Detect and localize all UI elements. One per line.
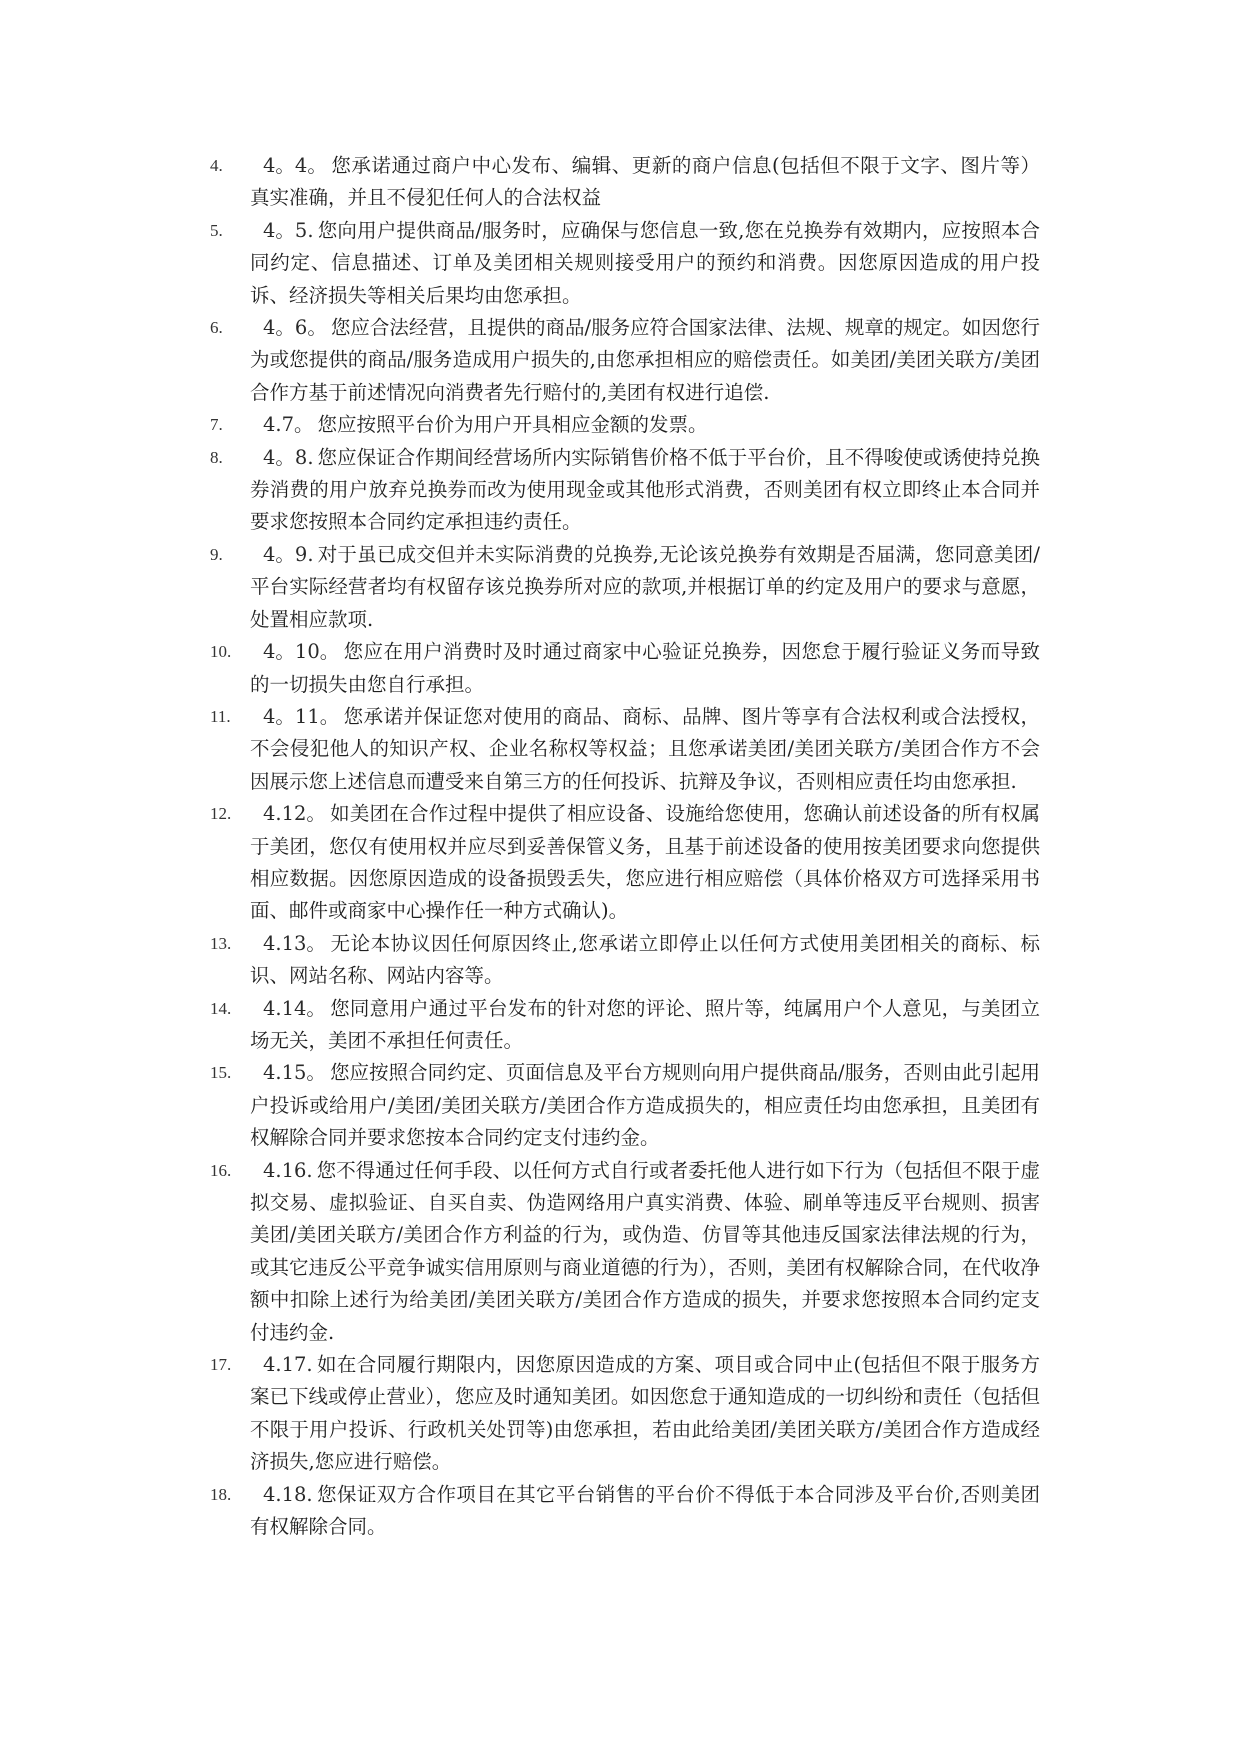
clause-text: 您应保证合作期间经营场所内实际销售价格不低于平台价，且不得唆使或诱使持兑换券消费的用户放弃兑换券而改为使用现金或其他形式消费，否则美团有权立即终止本合同并要求您按照本合同约定承担违约责任。 [250,445,1040,534]
clause-subnumber: 4。5. [263,218,314,242]
clause-number: 10. [210,642,232,662]
clause-item [210,1479,1040,1544]
clause-item [210,928,1040,993]
clause-text: 无论本协议因任何原因终止,您承诺立即停止以任何方式使用美团相关的商标、标识、网站名称、网站内容等。 [250,931,1040,988]
clause-number: 8. [210,447,223,467]
clause-number: 17. [210,1355,232,1375]
clause-text: 您应按照平台价为用户开具相应金额的发票。 [317,413,708,437]
clause-item [210,701,1040,798]
clause-number: 14. [210,998,232,1018]
clause-subnumber: 4。4。 [263,154,327,177]
clause-number: 4. [210,156,223,175]
clause-number: 9. [210,544,223,564]
clause-item [210,1057,1040,1154]
clause-number: 18. [210,1484,232,1504]
clause-subnumber: 4.17. [263,1353,313,1377]
clause-item [210,442,1040,539]
clause-text: 如美团在合作过程中提供了相应设备、设施给您使用，您确认前述设备的所有权属于美团，您仅有使用权并应尽到妥善保管义务，且基于前述设备的使用按美团要求向您提供相应数据。因您原因造成的设备损毁丢失，您应进行相应赔偿（具体价格双方可选择采用书面、邮件或商家中心操作任一种方式确认)。 [250,802,1040,923]
clause-text: 您应在用户消费时及时通过商家中心验证兑换券，因您怠于履行验证义务而导致的一切损失由您自行承担。 [250,640,1040,696]
clause-subnumber: 4.18. [263,1482,313,1506]
clause-text: 您应合法经营，且提供的商品/服务应符合国家法律、法规、规章的规定。如因您行为或您提供的商品/服务造成用户损失的,由您承担相应的赔偿责任。如美团/美团关联方/美团合作方基于前述情况向消费者先行赔付的,美团有权进行追偿. [250,316,1040,404]
clause-number: 7. [210,415,223,435]
clause-item [210,409,1040,441]
clause-number: 11. [210,706,231,726]
clause-number: 6. [210,318,223,338]
clause-text: 您承诺并保证您对使用的商品、商标、品牌、图片等享有合法权利或合法授权，不会侵犯他人的知识产权、企业名称权等权益；且您承诺美团/美团关联方/美团合作方不会因展示您上述信息而遭受来自第三方的任何投诉、抗辩及争议，否则相应责任均由您承担. [250,704,1040,793]
clause-subnumber: 4.16. [263,1158,313,1182]
clause-item [210,215,1040,312]
clause-subnumber: 4.15。 [263,1061,326,1085]
clause-subnumber: 4。6。 [263,316,327,340]
clause-subnumber: 4.13。 [263,931,326,955]
clause-text: 您承诺通过商户中心发布、编辑、更新的商户信息(包括但不限于文字、图片等）真实准确，并且不侵犯任何人的合法权益 [250,154,1040,210]
clause-text: 您向用户提供商品/服务时，应确保与您信息一致,您在兑换券有效期内，应按照本合同约定、信息描述、订单及美团相关规则接受用户的预约和消费。因您原因造成的用户投诉、经济损失等相关后果均由您承担。 [250,218,1040,307]
clause-number: 5. [210,220,223,240]
clause-subnumber: 4.12。 [263,802,326,826]
clause-subnumber: 4。11。 [263,704,340,728]
clause-item [210,1349,1040,1479]
clause-item [210,993,1040,1058]
clause-text: 您同意用户通过平台发布的针对您的评论、照片等，纯属用户个人意见，与美团立场无关，美团不承担任何责任。 [250,996,1040,1052]
clause-text: 对于虽已成交但并未实际消费的兑换券,无论该兑换券有效期是否届满，您同意美团/平台实际经营者均有权留存该兑换券所对应的款项,并根据订单的约定及用户的要求与意愿，处置相应款项. [250,542,1040,631]
clause-number: 12. [210,804,232,824]
clause-subnumber: 4。8. [263,445,314,469]
clause-item [210,798,1040,928]
clause-item [210,636,1040,701]
clause-text: 您不得通过任何手段、以任何方式自行或者委托他人进行如下行为（包括但不限于虚拟交易、虚拟验证、自买自卖、伪造网络用户真实消费、体验、刷单等违反平台规则、损害美团/美团关联方/美团合作方利益的行为，或伪造、仿冒等其他违反国家法律法规的行为，或其它违反公平竞争诚实信用原则与商业道德的行为），否则，美团有权解除合同，在代收净额中扣除上述行为给美团/美团关联方/美团合作方造成的损失，并要求您按照本合同约定支付违约金. [250,1158,1040,1344]
clause-item [210,1155,1040,1349]
clause-text: 您保证双方合作项目在其它平台销售的平台价不得低于本合同涉及平台价,否则美团有权解除合同。 [250,1482,1040,1539]
clause-number: 15. [210,1063,232,1083]
clause-number: 16. [210,1160,232,1180]
clause-subnumber: 4。10。 [263,640,340,664]
clause-item [210,539,1040,636]
clause-list [210,150,1040,1543]
clause-item [210,150,1040,215]
clause-subnumber: 4.14。 [263,996,326,1020]
clause-subnumber: 4。9. [263,542,314,566]
clause-subnumber: 4.7。 [263,413,314,437]
clause-text: 如在合同履行期限内，因您原因造成的方案、项目或合同中止(包括但不限于服务方案已下线或停止营业），您应及时通知美团。如因您怠于通知造成的一切纠纷和责任（包括但不限于用户投诉、行政机关处罚等)由您承担，若由此给美团/美团关联方/美团合作方造成经济损失,您应进行赔偿。 [250,1353,1040,1474]
clause-text: 您应按照合同约定、页面信息及平台方规则向用户提供商品/服务，否则由此引起用户投诉或给用户/美团/美团关联方/美团合作方造成损失的，相应责任均由您承担，且美团有权解除合同并要求您按本合同约定支付违约金。 [250,1061,1040,1150]
clause-number: 13. [210,933,232,953]
clause-item [210,312,1040,409]
